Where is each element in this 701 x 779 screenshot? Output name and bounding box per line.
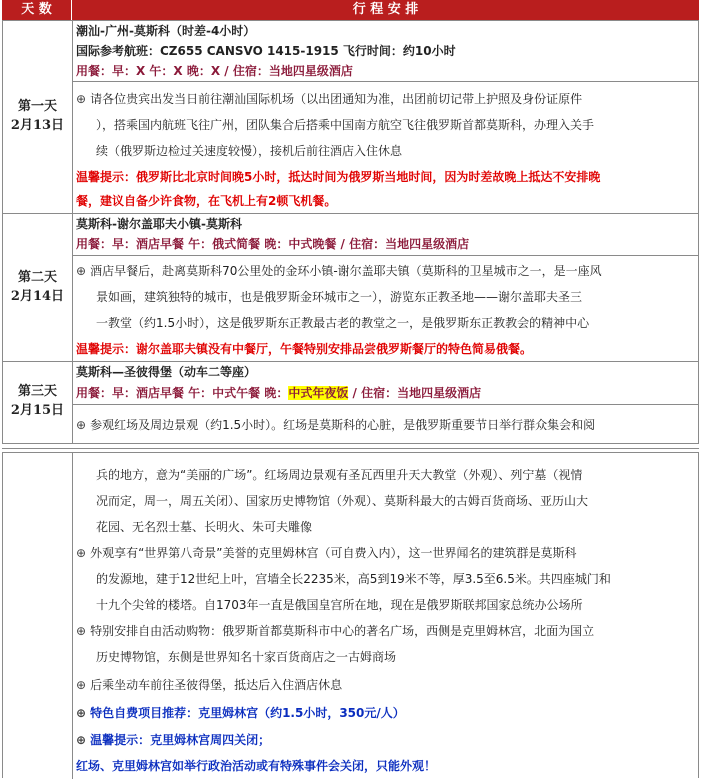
bullet-icon: ⊕ [76,678,87,692]
day3-meals [76,383,694,403]
bullet-icon: ⊕ [76,418,87,432]
cont-p1-3: 花园、无名烈士墓、长明火、朱可夫雕像 [96,520,313,534]
page-break [2,444,699,449]
cont-p1-1: 兵的地方，意为“美丽的广场”。红场周边景观有圣瓦西里升天大教堂（外观）、列宁墓（视情 [96,468,583,482]
cont-p3-1: 特别安排自由活动购物：俄罗斯首都莫斯科市中心的著名广场，西侧是克里姆林宫，北面为国立 [90,624,595,638]
cont-p3-line1 [76,621,694,641]
cont-p5: 特色自费项目推荐：克里姆林宫（约1.5小时，350元/人） [90,706,405,720]
day2-p1-1: 酒店早餐后，赴离莫斯科70公里处的金环小镇-谢尔盖耶夫镇（莫斯科的卫星城市之一，是一座风 [90,264,602,278]
bullet-icon: ⊕ [76,546,87,560]
day2-p1-3: 一教堂（约1.5小时），这是俄罗斯东正教最古老的教堂之一，是俄罗斯东正教教会的精神中心 [96,316,590,330]
day3-label: 第三天 [17,384,57,399]
day1-tip-2: 餐，建议自备少许食物，在飞机上有2顿飞机餐。 [76,194,337,208]
cont-p7: 红场、克里姆林宫如举行政治活动或有特殊事件会关闭，只能外观！ [76,759,437,773]
cont-p6-line [76,730,694,750]
bullet-icon: ⊕ [76,92,87,106]
cont-p2-2: 的发源地，建于12世纪上叶，宫墙全长2235米，高5到19米不等，厚3.5至6.5米。共四座城门和 [96,572,611,586]
divider [73,404,698,405]
day1-date: 2月13日 [10,118,65,133]
cont-p2-1: 外观享有“世界第八奇景”美誉的克里姆林宫（可自费入内），这一世界闻名的建筑群是莫斯科 [90,546,577,560]
cont-p2-line1 [76,543,694,563]
day1-text-line1 [76,89,694,109]
bullet-icon: ⊕ [76,264,87,278]
day2-date: 2月14日 [10,289,65,304]
day1-p1-1: 请各位贵宾出发当日前往潮汕国际机场（以出团通知为准，出团前切记带上护照及身份证原件 [90,92,583,106]
day2-p1-2: 景如画，建筑独特的城市，也是俄罗斯金环城市之一），游览东正教圣地——谢尔盖耶夫圣三 [96,290,583,304]
cont-p4: 后乘坐动车前往圣彼得堡，抵达后入住酒店休息 [90,678,343,692]
day2-meals: 用餐：早：酒店早餐 午：俄式简餐 晚：中式晚餐 / 住宿：当地四星级酒店 [76,237,470,251]
day2-text-line1 [76,261,694,281]
day1-p1-3: 续（俄罗斯边检过关速度较慢），接机后前往酒店入住休息 [96,144,403,158]
day3-text-line1 [76,415,694,435]
day2-route: 莫斯科-谢尔盖耶夫小镇-莫斯科 [76,217,242,231]
day3-route: 莫斯科—圣彼得堡（动车二等座） [76,365,257,379]
day1-label: 第一天 [17,99,57,114]
divider [73,81,698,82]
header-day-cell: 天 数 [2,0,71,20]
header-plan-cell: 行 程 安 排 [72,0,699,20]
bullet-icon: ⊕ [76,733,87,747]
day3-meals-b: / 住宿：当地四星级酒店 [348,386,482,400]
bullet-icon: ⊕ [76,706,87,720]
bullet-icon: ⊕ [76,624,87,638]
cont-p1-2: 况而定，周一，周五关闭）、国家历史博物馆（外观）、莫斯科最大的古姆百货商场、亚历山大 [96,494,589,508]
cont-p4-line [76,675,694,695]
cont-p6: 温馨提示：克里姆林宫周四关闭； [90,733,271,747]
day2-cell [3,213,73,361]
cont-p2-3: 十九个尖耸的楼塔。自1703年一直是俄国皇宫所在地，现在是俄罗斯联邦国家总统办公场所 [96,598,583,612]
day1-tip-1: 温馨提示：俄罗斯比北京时间晚5小时，抵达时间为俄罗斯当地时间，因为时差故晚上抵达不安排晚 [76,170,601,184]
day3-cell [3,361,73,443]
cont-p3-2: 历史博物馆，东侧是世界知名十家百货商店之一古姆商场 [96,650,397,664]
day3-date: 2月15日 [10,403,65,418]
divider [73,255,698,256]
day1-cell [3,21,73,213]
day2-tip: 温馨提示：谢尔盖耶夫镇没有中餐厅，午餐特别安排品尝俄罗斯餐厅的特色简易俄餐。 [76,342,533,356]
cont-p5-line [76,703,694,723]
day1-route: 潮汕-广州-莫斯科（时差-4小时） [76,24,256,38]
day1-flight: 国际参考航班：CZ655 CANSVO 1415-1915 飞行时间：约10小时 [76,44,456,58]
itinerary-table [2,20,699,444]
continuation-day-cell [3,453,73,779]
day1-p1-2: ），搭乘国内航班飞往广州，团队集合后搭乘中国南方航空飞往俄罗斯首都莫斯科，办理入关手 [96,118,595,132]
day1-meals: 用餐：早：X 午：X 晚：X / 住宿：当地四星级酒店 [76,64,353,78]
day3-p1: 参观红场及周边景观（约1.5小时）。红场是莫斯科的心脏，是俄罗斯重要节日举行群众集会和阅 [90,418,596,432]
continuation-table [2,452,699,778]
day3-meals-a: 用餐：早：酒店早餐 午：中式午餐 晚： [76,386,289,400]
day2-label: 第二天 [17,270,57,285]
day3-meals-highlight: 中式年夜饭 [288,386,349,400]
